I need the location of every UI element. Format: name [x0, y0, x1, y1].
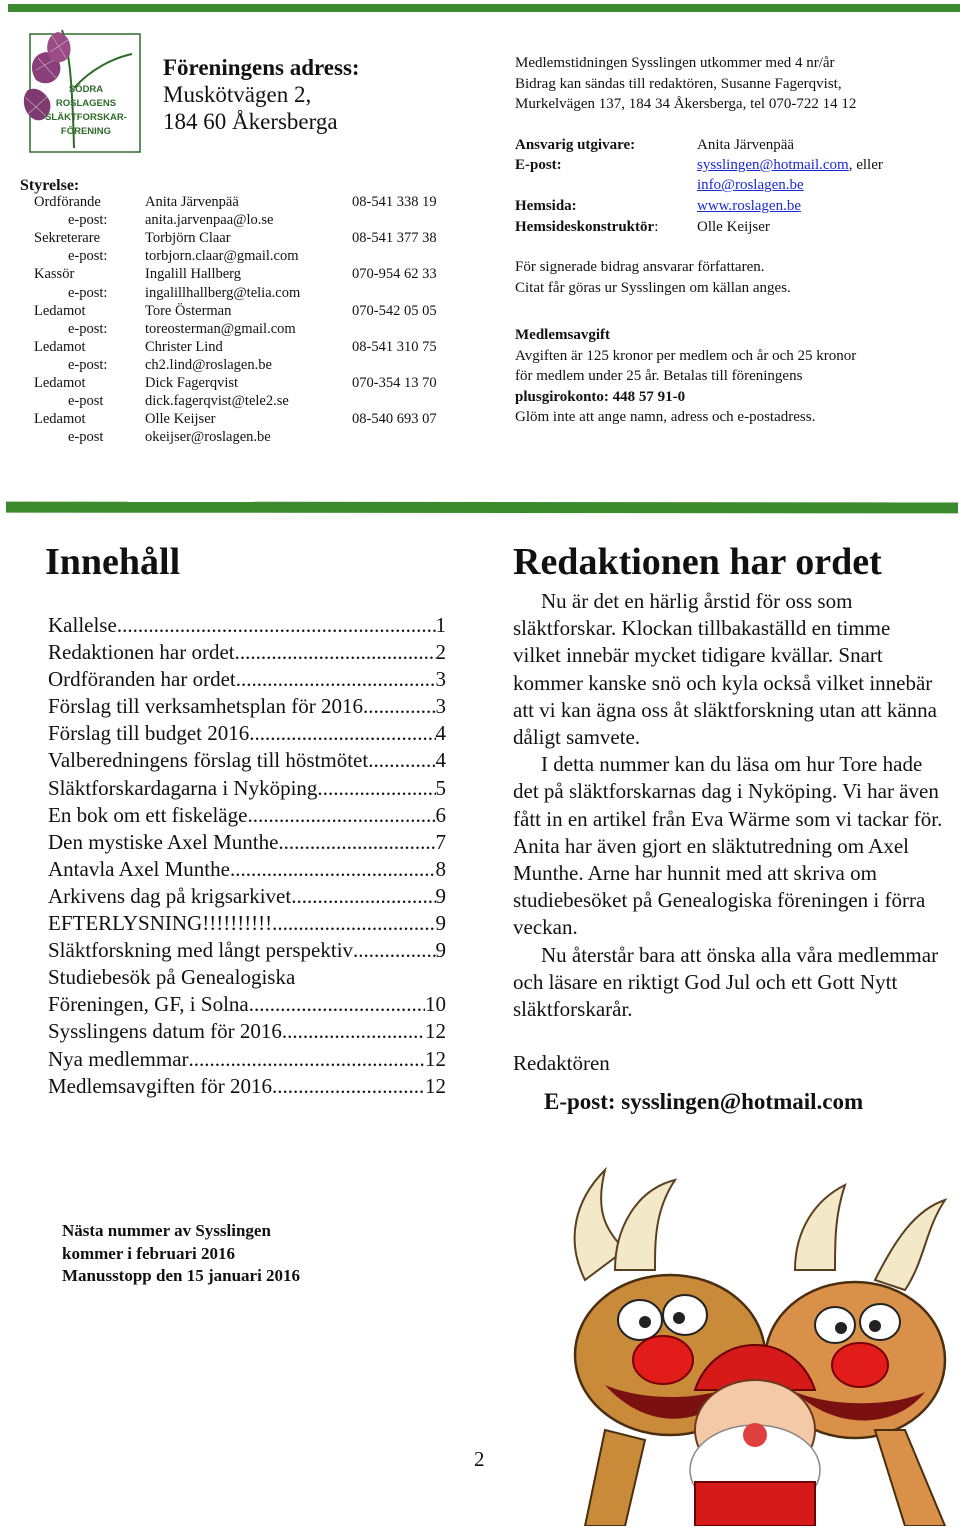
- middle-green-rule: [6, 502, 958, 514]
- toc-entry-page: 9: [435, 883, 446, 908]
- editorial-paragraph: Nu är det en härlig årstid för oss som släktforskar. Klockan tillbakaställd en timme vilket innebär mycket tidigare kvällar. Snart kommer kanske snö och kyla också vilket innebär att vi kan ägna oss åt släktforskning utan att känna dåligt samvete.: [513, 589, 937, 750]
- membership-fee-block: [515, 325, 856, 428]
- toc-dot-leader: [117, 612, 436, 639]
- board-email-row: [34, 357, 464, 375]
- toc-entry-page: 10: [425, 992, 446, 1017]
- masthead-intro-line: Medlemstidningen Sysslingen utkommer med 4 nr/år: [515, 55, 835, 71]
- board-phone: 08-541 377 38: [352, 230, 437, 247]
- society-logo: [22, 28, 146, 154]
- editorial-email: E-post: sysslingen@hotmail.com: [544, 1089, 864, 1114]
- masthead-notes: [515, 257, 791, 298]
- email-separator: , eller: [848, 157, 883, 173]
- board-phone: 070-542 05 05: [352, 302, 437, 319]
- board-name: Tore Österman: [145, 302, 232, 319]
- board-member-row: [34, 303, 464, 321]
- toc-entry-page: 3: [435, 667, 446, 692]
- masthead-contact-table: [515, 135, 935, 239]
- board-role: Ledamot: [34, 411, 86, 428]
- toc-entry-title: Ordföranden har ordet: [48, 667, 236, 692]
- toc-entry-title: EFTERLYSNING!!!!!!!!!!: [48, 911, 273, 936]
- board-role: Ordförande: [34, 194, 101, 210]
- toc-entry[interactable]: [48, 856, 446, 883]
- toc-entry-title: En bok om ett fiskeläge: [48, 802, 248, 827]
- toc-title: Innehåll: [45, 541, 181, 583]
- toc-entry-page: 5: [435, 775, 446, 800]
- fee-line: Glöm inte att ange namn, adress och e-postadress.: [515, 409, 816, 425]
- editorial-title-wrap: [513, 540, 882, 584]
- toc-entry-title: Kallelse: [48, 613, 117, 637]
- board-role: e-post:: [68, 248, 108, 265]
- toc-entry[interactable]: [48, 937, 446, 964]
- toc-entry-page: 9: [435, 911, 446, 936]
- note-line: För signerade bidrag ansvarar författaren.: [515, 259, 765, 275]
- board-name: Torbjörn Claar: [145, 230, 231, 247]
- fee-heading: Medlemsavgift: [515, 327, 610, 343]
- toc-entry[interactable]: [48, 964, 446, 991]
- board-member-row: [34, 375, 464, 393]
- board-member-row: [34, 411, 464, 429]
- website-link[interactable]: www.roslagen.be: [697, 198, 801, 214]
- board-role: e-post:: [68, 212, 108, 229]
- board-role: Sekreterare: [34, 230, 101, 247]
- address-line: Muskötvägen 2,: [163, 82, 312, 107]
- board-phone: 070-954 62 33: [352, 266, 437, 283]
- toc-entry[interactable]: [48, 693, 446, 720]
- toc-dot-leader: [353, 937, 435, 964]
- toc-entry-title: Släktforskardagarna i Nyköping.: [48, 775, 323, 800]
- board-email[interactable]: anita.jarvenpaa@lo.se: [145, 212, 274, 229]
- board-role: e-post: [68, 393, 104, 410]
- toc-dot-leader: [235, 639, 436, 666]
- editorial-body: [513, 588, 943, 1077]
- toc-entry[interactable]: [48, 1018, 446, 1045]
- board-role: e-post: [68, 429, 104, 446]
- masthead-intro-line: Bidrag kan sändas till redaktören, Susanne Fagerqvist,: [515, 75, 842, 92]
- board-email-row: [34, 429, 464, 447]
- toc-dot-leader: [282, 1018, 425, 1045]
- board-name: Anita Järvenpää: [145, 194, 239, 210]
- board-role: e-post:: [68, 284, 108, 301]
- address-line: 184 60 Åkersberga: [163, 109, 338, 134]
- toc-entry-title: Nya medlemmar: [48, 1046, 189, 1071]
- toc-entry-title: Förslag till budget 2016: [48, 721, 250, 746]
- webdesigner-colon: :: [654, 219, 659, 235]
- toc-entry-page: 1: [435, 613, 446, 637]
- toc-entry[interactable]: [48, 612, 446, 639]
- board-member-row: [34, 339, 464, 357]
- toc-entry-title: Arkivens dag på krigsarkivet: [48, 883, 292, 908]
- board-role: Ledamot: [34, 375, 86, 391]
- toc-entry[interactable]: [48, 747, 446, 774]
- top-green-rule: [8, 4, 960, 12]
- table-of-contents: [48, 612, 446, 1100]
- fee-account: plusgirokonto: 448 57 91-0: [515, 388, 686, 405]
- editorial-title: Redaktionen har ordet: [513, 541, 882, 583]
- board-heading: Styrelse:: [20, 177, 80, 194]
- toc-entry-title: Släktforskning med långt perspektiv: [48, 938, 354, 963]
- logo-text-line: SLÄKTFORSKAR-: [45, 112, 127, 123]
- toc-entry-page: 6: [435, 802, 446, 827]
- toc-entry-page: 7: [435, 829, 446, 854]
- board-email[interactable]: ch2.lind@roslagen.be: [145, 356, 272, 373]
- board-name: Ingalill Hallberg: [145, 266, 241, 283]
- note-line: Citat får göras ur Sysslingen om källan anges.: [515, 279, 791, 296]
- toc-entry-page: 12: [425, 1019, 446, 1044]
- toc-dot-leader: [236, 666, 436, 693]
- board-email[interactable]: torbjorn.claar@gmail.com: [145, 248, 299, 265]
- toc-dot-leader: [368, 747, 435, 774]
- board-email[interactable]: okeijser@roslagen.be: [145, 429, 271, 446]
- toc-entry[interactable]: [48, 666, 446, 693]
- board-phone: 070-354 13 70: [352, 375, 437, 391]
- webdesigner-label: Hemsideskonstruktör: [515, 219, 655, 235]
- next-issue-line: kommer i februari 2016: [62, 1243, 235, 1263]
- next-issue-line: Manusstopp den 15 januari 2016: [62, 1266, 301, 1285]
- toc-entry[interactable]: [48, 991, 446, 1018]
- logo-text-line: ROSLAGENS: [55, 98, 117, 109]
- toc-entry-page: 8: [435, 856, 446, 881]
- board-email[interactable]: dick.fagerqvist@tele2.se: [145, 393, 289, 410]
- society-address: [163, 54, 360, 135]
- editorial-paragraph: Nu återstår bara att önska alla våra medlemmar och läsare en riktigt God Jul och ett Gott Nytt släktforskarår.: [513, 942, 939, 1022]
- toc-entry-title: Antavla Axel Munthe: [48, 856, 230, 881]
- next-issue-notice: [62, 1220, 300, 1288]
- toc-entry-page: 9: [435, 938, 446, 963]
- board-phone: 08-541 338 19: [352, 194, 437, 210]
- toc-dot-leader: [278, 829, 435, 856]
- editorial-signature: Redaktören: [513, 1051, 610, 1076]
- board-member-row: [34, 194, 464, 212]
- fee-line: för medlem under 25 år. Betalas till föreningens: [515, 368, 803, 384]
- address-heading: Föreningens adress:: [163, 55, 360, 80]
- board-member-row: [34, 230, 464, 248]
- toc-entry-title: Redaktionen har ordet: [48, 640, 235, 665]
- board-email-row: [34, 285, 464, 303]
- toc-dot-leader: [249, 720, 435, 747]
- masthead-intro: [515, 53, 856, 115]
- board-name: Olle Keijser: [145, 411, 216, 428]
- board-email[interactable]: toreosterman@gmail.com: [145, 320, 296, 337]
- board-phone: 08-541 310 75: [352, 338, 437, 355]
- masthead-intro-line: Murkelvägen 137, 184 34 Åkersberga, tel 070-722 14 12: [515, 96, 857, 112]
- board-email[interactable]: ingalillhallberg@telia.com: [145, 284, 301, 301]
- toc-title-wrap: [45, 540, 180, 584]
- publisher-label: Ansvarig utgivare:: [515, 137, 636, 153]
- toc-entry[interactable]: [48, 639, 446, 666]
- toc-entry[interactable]: [48, 1046, 446, 1073]
- email-link-secondary[interactable]: info@roslagen.be: [697, 177, 804, 193]
- toc-dot-leader: [323, 775, 436, 802]
- toc-dot-leader: [230, 856, 436, 883]
- logo-text-line: SÖDRA: [68, 84, 104, 95]
- toc-dot-leader: [291, 883, 435, 910]
- toc-dot-leader: [363, 693, 436, 720]
- toc-entry[interactable]: [48, 1073, 446, 1100]
- toc-entry-title: Medlemsavgiften för 2016: [48, 1073, 272, 1098]
- toc-dot-leader: [247, 802, 435, 829]
- toc-entry-title: Föreningen, GF, i Solna: [48, 992, 249, 1017]
- toc-entry-title: Sysslingens datum för 2016: [48, 1019, 282, 1044]
- toc-entry[interactable]: [48, 720, 446, 747]
- toc-entry-page: 3: [435, 694, 446, 719]
- board-phone: 08-540 693 07: [352, 411, 437, 428]
- board-name: Christer Lind: [145, 338, 223, 355]
- board-role: Kassör: [34, 266, 75, 283]
- publisher-name: Anita Järvenpää: [697, 137, 795, 153]
- board-role: Ledamot: [34, 338, 86, 355]
- christmas-reindeer-santa-illustration: [545, 1130, 960, 1526]
- fee-line: Avgiften är 125 kronor per medlem och år och 25 kronor: [515, 347, 857, 364]
- toc-entry[interactable]: [48, 910, 446, 937]
- toc-entry-page: 4: [435, 721, 446, 746]
- email-link-primary[interactable]: sysslingen@hotmail.com: [697, 157, 849, 173]
- logo-text-line: FÖRENING: [60, 126, 112, 137]
- toc-entry[interactable]: [48, 775, 446, 802]
- fritillary-flower-icon: [22, 28, 146, 154]
- toc-entry[interactable]: [48, 802, 446, 829]
- website-label: Hemsida:: [515, 198, 577, 214]
- editorial-paragraph: I detta nummer kan du läsa om hur Tore hade det på släktforskarnas dag i Nyköping. Vi har även fått in en artikel från Eva Wärme som vi tackar för. Anita har även gjort en släktutredning om Axel Munthe. Arne har hunnit med att skriva om studiebesöket på Genealogiska föreningen i förra veckan.: [513, 752, 943, 940]
- toc-entry-title: Studiebesök på Genealogiska: [48, 965, 296, 990]
- toc-entry-page: 12: [425, 1073, 446, 1098]
- board-member-row: [34, 266, 464, 284]
- page-number: 2: [474, 1447, 485, 1471]
- toc-entry-title: Den mystiske Axel Munthe: [48, 829, 279, 854]
- toc-entry-page: 4: [435, 748, 446, 773]
- next-issue-line: Nästa nummer av Sysslingen: [62, 1221, 271, 1240]
- toc-entry-page: 2: [435, 640, 446, 665]
- board-role: Ledamot: [34, 302, 86, 319]
- toc-entry-page: 12: [425, 1046, 446, 1071]
- toc-entry-title: Valberedningens förslag till höstmötet: [48, 748, 369, 773]
- toc-dot-leader: [272, 1073, 425, 1100]
- email-label: E-post:: [515, 157, 562, 173]
- toc-dot-leader: [189, 1046, 425, 1073]
- toc-entry[interactable]: [48, 829, 446, 856]
- toc-entry-title: Förslag till verksamhetsplan för 2016: [48, 694, 363, 719]
- board-role: e-post:: [68, 320, 108, 337]
- toc-dot-leader: [249, 991, 425, 1018]
- board-role: e-post:: [68, 356, 108, 373]
- webdesigner-name: Olle Keijser: [697, 219, 770, 235]
- board-email-row: [34, 248, 464, 266]
- board-email-row: [34, 393, 464, 411]
- board-name: Dick Fagerqvist: [145, 375, 239, 391]
- toc-dot-leader: [272, 910, 435, 937]
- board-email-row: [34, 321, 464, 339]
- board-email-row: [34, 212, 464, 230]
- toc-entry[interactable]: [48, 883, 446, 910]
